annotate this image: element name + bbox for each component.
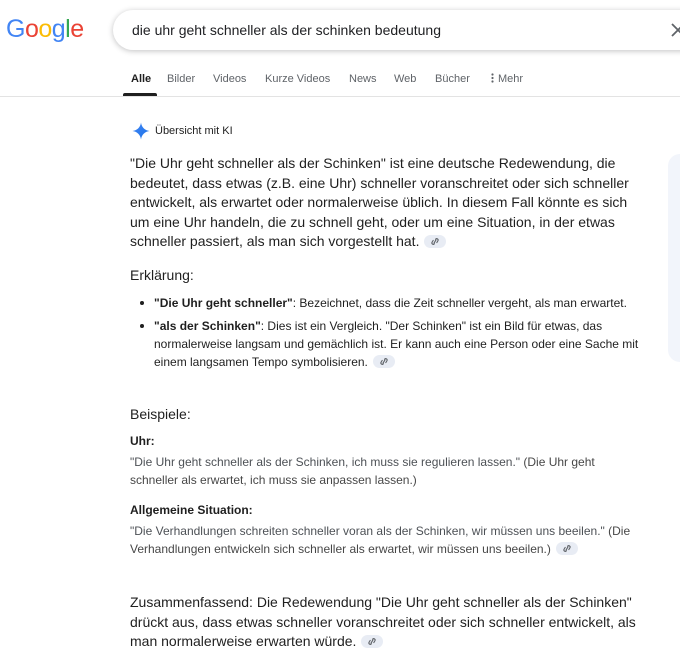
google-logo[interactable]	[6, 15, 84, 44]
tab-mehr-label: Mehr	[498, 73, 524, 85]
logo-letter: g	[51, 15, 66, 43]
tab-news[interactable]: News	[349, 73, 377, 85]
explanation-heading: Erklärung:	[130, 267, 194, 283]
source-link-chip[interactable]	[424, 235, 446, 248]
active-tab-indicator	[123, 93, 157, 96]
search-box[interactable]	[113, 10, 680, 50]
logo-letter: G	[6, 15, 25, 43]
search-tabs	[0, 62, 680, 97]
example-gloss: (Die Uhr geht schneller als erwartet, ich muss sie anpassen lassen.)	[130, 455, 595, 487]
example-quote: "Die Uhr geht schneller als der Schinken, ich muss sie regulieren lassen."	[130, 455, 521, 469]
example-heading: Uhr:	[130, 434, 155, 448]
example-situation	[130, 503, 640, 558]
example-gloss: (Die Verhandlungen entwickeln sich schneller als erwartet, wir müssen uns beeilen.)	[130, 524, 631, 556]
source-link-chip[interactable]	[556, 542, 578, 555]
bullet-term: "als der Schinken"	[154, 319, 261, 333]
close-icon[interactable]	[666, 18, 680, 42]
bullet-term: "Die Uhr geht schneller"	[154, 296, 293, 310]
example-heading: Allgemeine Situation:	[130, 503, 253, 517]
tab-mehr[interactable]	[491, 73, 523, 85]
side-panel-edge	[668, 154, 680, 362]
tab-videos[interactable]: Videos	[213, 73, 247, 85]
ai-overview-intro	[130, 154, 640, 252]
source-link-chip[interactable]	[373, 355, 395, 368]
link-icon	[430, 237, 440, 246]
bullet-text: : Dies ist ein Vergleich. "Der Schinken" ist ein Bild für etwas, das normalerweise langsam und gemächlich ist. Er kann auch eine Person oder eine Sache mit einem langsamen Tempo symbolisieren.	[154, 319, 639, 369]
logo-letter: l	[65, 15, 71, 43]
summary-text: Zusammenfassend: Die Redewendung "Die Uhr geht schneller als der Schinken" drückt aus, dass etwas schneller voranschreitet oder sich schneller entwickelt, als man normalerweise erwarten würde.	[130, 594, 636, 649]
logo-letter: e	[70, 15, 84, 43]
ai-overview-title: Übersicht mit KI	[155, 125, 233, 137]
search-input[interactable]: die uhr geht schneller als der schinken bedeutung	[132, 22, 441, 38]
ai-overview-summary	[130, 593, 640, 649]
tab-alle[interactable]: Alle	[131, 73, 152, 85]
link-icon	[562, 544, 572, 553]
bullet-text: : Bezeichnet, dass die Zeit schneller vergeht, als man erwartet.	[292, 296, 627, 310]
intro-text: "Die Uhr geht schneller als der Schinken" ist eine deutsche Redewendung, die bedeutet, dass etwas (z.B. eine Uhr) schneller voranschreitet oder sich schneller entwickelt, als erwartet oder normalerweise üblich. In diesem Fall könnte es sich um eine Uhr handeln, die zu schnell geht, oder um eine Situation, in der etwas schneller passiert, als man sich vorgestellt hat.	[130, 155, 629, 249]
explanation-list	[130, 294, 640, 371]
list-item	[130, 317, 640, 371]
tab-kurze-videos[interactable]: Kurze Videos	[265, 73, 331, 85]
example-text	[130, 522, 640, 558]
tab-web[interactable]: Web	[394, 73, 417, 85]
examples-heading: Beispiele:	[130, 406, 191, 422]
example-uhr	[130, 434, 640, 489]
gemini-spark-icon	[132, 122, 150, 140]
tab-buecher[interactable]: Bücher	[435, 73, 470, 85]
more-vert-icon	[491, 73, 494, 83]
link-icon	[379, 357, 389, 366]
list-item	[130, 294, 640, 312]
source-link-chip[interactable]	[361, 635, 383, 648]
logo-letter: o	[38, 15, 52, 43]
logo-letter: o	[24, 15, 39, 43]
header	[0, 0, 680, 62]
example-text	[130, 453, 640, 489]
tab-bilder[interactable]: Bilder	[167, 73, 196, 85]
example-quote: "Die Verhandlungen schreiten schneller voran als der Schinken, wir müssen uns beeilen."	[130, 524, 605, 538]
link-icon	[367, 637, 377, 646]
